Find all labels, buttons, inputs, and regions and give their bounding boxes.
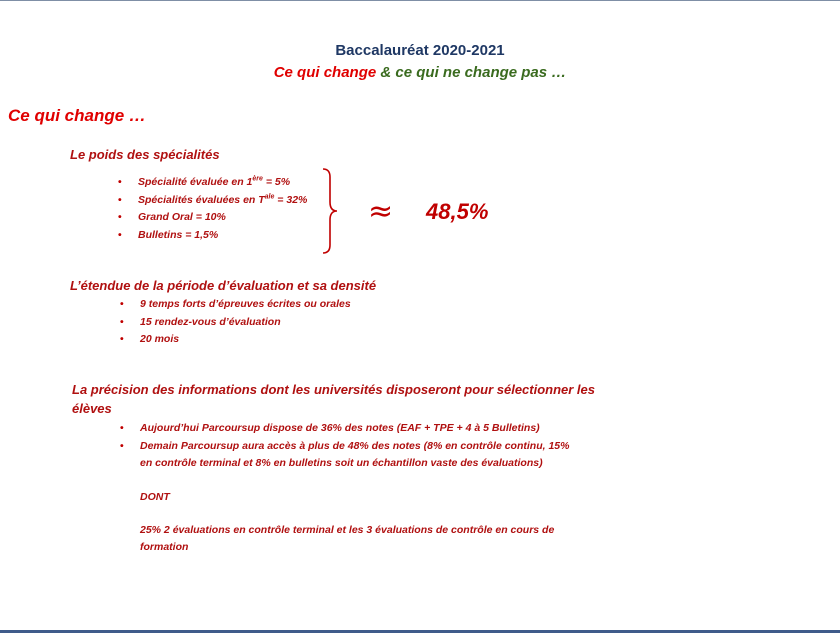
list-item: • Aujourd’hui Parcoursup dispose de 36% des notes (EAF + TPE + 4 à 5 Bulletins) — [118, 420, 569, 438]
list-item: • Spécialités évaluées en $T^{ale} = 32\%$ — [116, 192, 307, 210]
list-item: • 20 mois — [118, 331, 351, 349]
approx-symbol: ≈ — [368, 194, 394, 229]
list-item: • Bulletins = 1,5% — [116, 227, 307, 245]
poids-list — [116, 174, 307, 244]
list-item: • 9 temps forts d’épreuves écrites ou orales — [118, 296, 351, 314]
section-title: Ce qui change … — [8, 106, 146, 125]
top-border — [0, 0, 840, 1]
list-item: • Grand Oral = 10% — [116, 209, 307, 227]
subtitle-rest: & ce qui ne change pas … — [380, 64, 567, 81]
list-item: • 15 rendez-vous d’évaluation — [118, 314, 351, 332]
etendue-list — [118, 296, 351, 349]
list-item: • Spécialité évaluée en 1ère = 5% — [116, 174, 307, 192]
poids-heading: Le poids des spécialités — [70, 147, 220, 162]
etendue-heading: L’étendue de la période d’évaluation et sa densité — [70, 278, 377, 293]
page-subtitle — [0, 64, 840, 81]
precision-list — [118, 420, 569, 473]
total-percentage: 48,5% — [426, 199, 489, 224]
dont-detail: 25% 2 évaluations en contrôle terminal et les 3 évaluations de contrôle en cours de formation — [140, 524, 555, 553]
precision-heading: La précision des informations dont les universités disposeront pour sélectionner les élèves — [72, 382, 596, 416]
subtitle-change: Ce qui change — [273, 64, 377, 81]
right-brace-icon — [320, 168, 342, 254]
dont-label: DONT — [140, 491, 170, 503]
list-item: • Demain Parcoursup aura accès à plus de 48% des notes (8% en contrôle continu, 15% en contrôle terminal et 8% en bulletins soit un échantillon vaste des évaluations) — [118, 438, 569, 473]
page-title: Baccalauréat 2020-2021 — [335, 42, 505, 59]
